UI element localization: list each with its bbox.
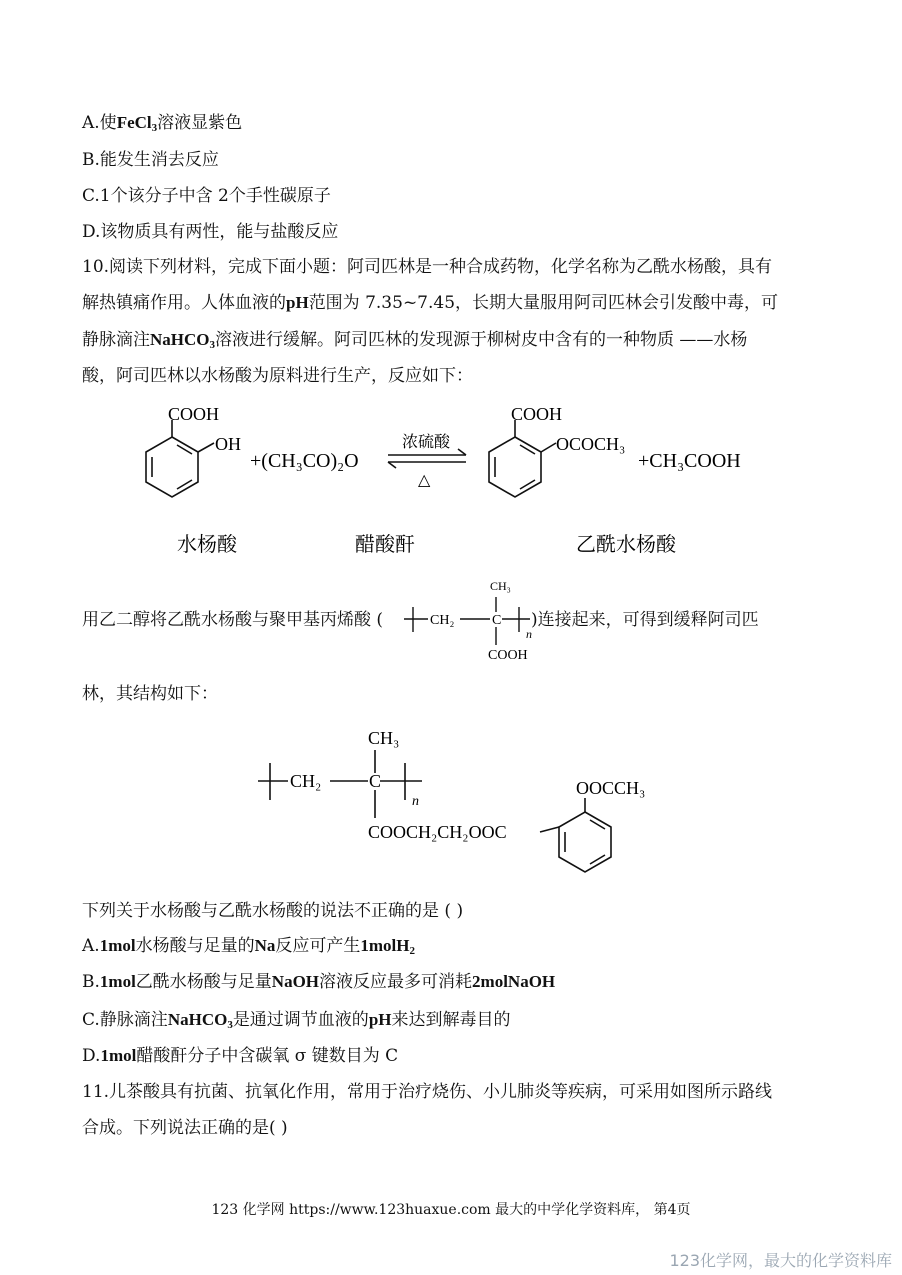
svg-text:COOCH₂CH₂OOC: COOCH₂CH₂OOC: [368, 822, 507, 842]
svg-text:n: n: [526, 627, 532, 641]
svg-text:CH₂: CH₂: [430, 613, 455, 628]
svg-text:n: n: [412, 794, 419, 809]
svg-text:C: C: [369, 771, 382, 791]
name-acetic-anhydride: 醋酸酐: [355, 534, 415, 556]
q9-option-d: D.该物质具有两性，能与盐酸反应: [82, 222, 339, 242]
q10-line-1: 10.阅读下列材料，完成下面小题：阿司匹林是一种合成药物，化学名称为乙酰水杨酸，具有: [82, 257, 773, 277]
svg-text:CH₃: CH₃: [368, 728, 400, 748]
q10-option-b: B.1mol乙酰水杨酸与足量NaOH溶液反应最多可消耗2molNaOH: [82, 972, 556, 992]
q10-line-2: 解热镇痛作用。人体血液的pH范围为 7.35~7.45，长期大量服用阿司匹林会引发酸中毒，可: [82, 293, 779, 313]
q10-option-d: D.1mol醋酸酐分子中含碳氧 σ 键数目为 C: [82, 1046, 399, 1066]
q9-option-b: B.能发生消去反应: [82, 150, 219, 170]
svg-text:CH₃: CH₃: [490, 579, 511, 593]
structure-intro: 林，其结构如下：: [82, 684, 218, 704]
acetic-acid-formula: +CH₃COOH: [638, 450, 741, 472]
q10-line-4: 酸，阿司匹林以水杨酸为原料进行生产，反应如下：: [82, 366, 473, 386]
q10-line-3: 静脉滴注NaHCO$_3$溶液进行缓解。阿司匹林的发现源于柳树皮中含有的一种物质 ——水杨: [82, 330, 748, 351]
salicylic-cooh-label: COOH: [168, 404, 220, 424]
svg-text:C: C: [492, 613, 502, 628]
catalyst-label: 浓硫酸: [402, 434, 451, 451]
q9-option-a: A.使FeCl$_3$溶液显紫色: [82, 113, 243, 134]
watermark: 123化学网，最大的化学资料库: [669, 1251, 892, 1270]
slow-release-aspirin-structure: [250, 718, 680, 883]
polymer-line: 用乙二醇将乙酰水杨酸与聚甲基丙烯酸 ( )连接起来，可得到缓释阿司匹: [82, 610, 759, 630]
aspirin-ococh3-label: OCOCH₃: [556, 434, 626, 454]
svg-text:CH₂: CH₂: [290, 771, 322, 791]
anhydride-formula: +(CH₃CO)₂O: [250, 450, 359, 472]
salicylic-oh-label: OH: [215, 434, 241, 454]
q11-line-1: 11.儿茶酸具有抗菌、抗氧化作用，常用于治疗烧伤、小儿肺炎等疾病，可采用如图所示路线: [82, 1082, 773, 1102]
name-salicylic-acid: 水杨酸: [177, 534, 237, 556]
aspirin-cooh-label: COOH: [511, 404, 563, 424]
name-acetylsalicylic-acid: 乙酰水杨酸: [576, 534, 676, 556]
q10-option-c: C.静脉滴注NaHCO$_3$是通过调节血液的pH来达到解毒目的: [82, 1010, 511, 1031]
svg-text:COOH: COOH: [488, 648, 528, 663]
q11-line-2: 合成。下列说法正确的是( ): [82, 1118, 288, 1138]
q10-option-a: A.1mol水杨酸与足量的Na反应可产生1molH$_2$: [82, 936, 415, 957]
page-footer: 123 化学网 https://www.123huaxue.com 最大的中学化学资料库， 第4页: [211, 1202, 691, 1218]
q9-option-c: C.1个该分子中含 2个手性碳原子: [82, 186, 331, 206]
reaction-scheme: [0, 395, 902, 565]
pmaa-structure: [398, 572, 546, 668]
svg-text:OOCCH₃: OOCCH₃: [576, 778, 646, 798]
q10-subquestion: 下列关于水杨酸与乙酰水杨酸的说法不正确的是 ( ): [82, 901, 464, 921]
heat-symbol: △: [418, 472, 431, 489]
